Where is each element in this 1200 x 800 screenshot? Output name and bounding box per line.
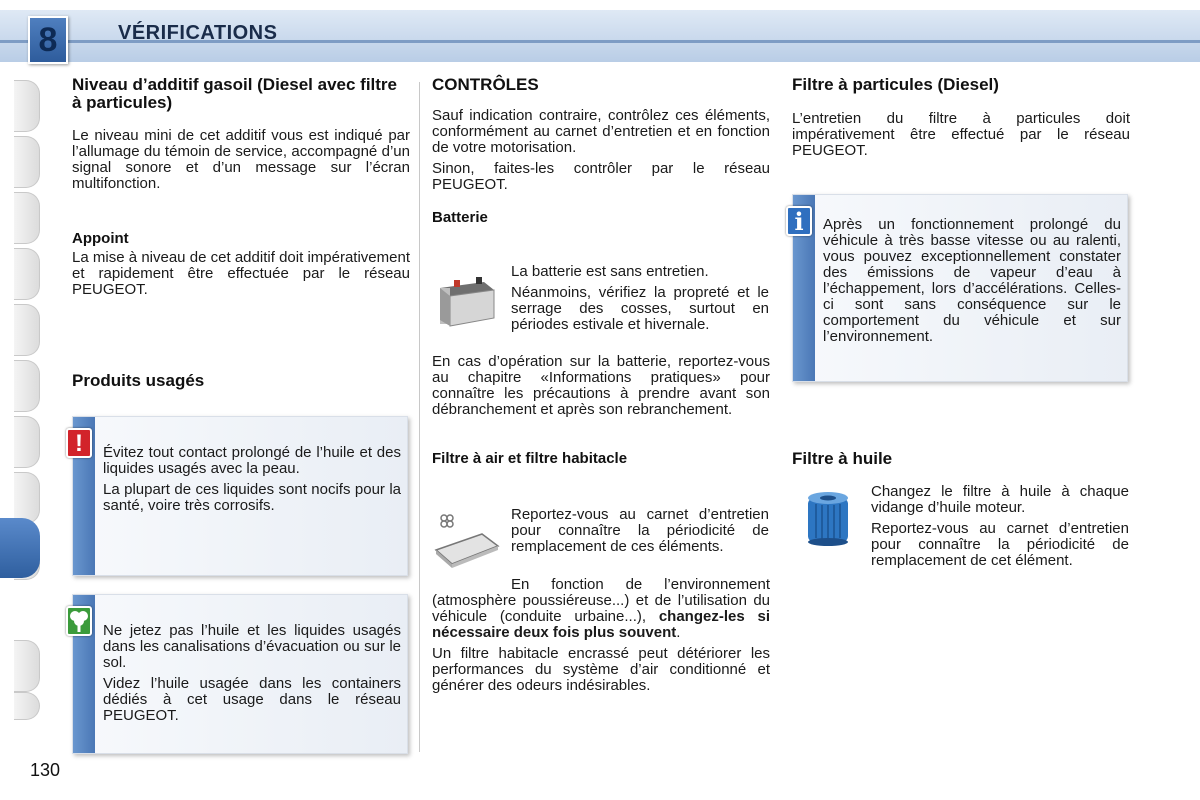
- tree-icon: [66, 606, 92, 636]
- environment-notice: [72, 594, 408, 754]
- side-tab[interactable]: [14, 80, 40, 132]
- info-text: Après un fonctionnement prolongé du véhicule à très basse vitesse ou au ralenti, vous pouvez exceptionnellement constater des émissions de vapeur d’eau à l’échappement, lors d’accélérations. Celles-ci sont sans conséquence sur le comportement du véhicule et sur l’environnement.: [823, 216, 1121, 345]
- oil-filter-icon: [804, 490, 852, 548]
- controles-intro-1: Sauf indication contraire, contrôlez ces éléments, conformément au carnet d’entretien et en fonction de votre motorisation.: [432, 107, 770, 156]
- environment-text-1: Ne jetez pas l’huile et les liquides usagés dans les canalisations d’évacuation ou sur le sol.: [103, 622, 401, 671]
- info-notice: [792, 194, 1128, 382]
- section-title-controles: CONTRÔLES: [432, 75, 539, 94]
- side-tab[interactable]: [14, 692, 40, 720]
- section-title-appoint: Appoint: [72, 230, 129, 247]
- controles-intro-2: Sinon, faites-les contrôler par le réseau PEUGEOT.: [432, 160, 770, 193]
- huile-text-2: Reportez-vous au carnet d’entretien pour connaître la périodicité de remplacement de cet élément.: [871, 520, 1129, 569]
- section-title-fap: Filtre à particules (Diesel): [792, 75, 999, 94]
- huile-text-1: Changez le filtre à huile à chaque vidange d’huile moteur.: [871, 483, 1129, 516]
- additif-intro: Le niveau mini de cet additif vous est indiqué par l’allumage du témoin de service, accompagné d’un signal sonore et d’un message sur l’écran multifonction.: [72, 127, 410, 192]
- batterie-text-1: La batterie est sans entretien.: [511, 263, 709, 280]
- section-title-filtre-huile: Filtre à huile: [792, 449, 893, 468]
- side-tab[interactable]: [14, 136, 40, 188]
- side-tab[interactable]: [14, 472, 40, 524]
- page-number: 130: [30, 760, 61, 780]
- chapter-side-tabs: [14, 80, 40, 720]
- warning-text-2: La plupart de ces liquides sont nocifs pour la santé, voire très corrosifs.: [103, 481, 401, 514]
- battery-icon: [434, 270, 498, 330]
- column-controles: [432, 76, 770, 226]
- side-tab-active[interactable]: [0, 518, 40, 578]
- section-title-filtre-air: Filtre à air et filtre habitacle: [432, 450, 628, 467]
- column-additif: [72, 76, 410, 390]
- batterie-text-2: Néanmoins, vérifiez la propreté et le serrage des cosses, surtout en périodes estivale et hivernale.: [511, 284, 769, 333]
- filtre-air-text-2-end: .: [676, 624, 681, 641]
- filtre-air-emphasis: changez-les si nécessaire deux fois plus souvent: [432, 608, 770, 641]
- side-tab[interactable]: [14, 248, 40, 300]
- filtre-air-text-2: [432, 577, 770, 641]
- side-tab[interactable]: [14, 360, 40, 412]
- air-filter-icon: [432, 510, 502, 572]
- appoint-text: La mise à niveau de cet additif doit impérativement et rapidement être effectuée par le réseau PEUGEOT.: [72, 249, 410, 298]
- warning-icon: !: [66, 428, 92, 458]
- filtre-air-text-3: Un filtre habitacle encrassé peut détériorer les performances du système d’air conditionné et générer des odeurs indésirables.: [432, 645, 770, 694]
- column-separator: [419, 82, 420, 752]
- fap-text: L’entretien du filtre à particules doit impérativement être effectué par le réseau PEUGEOT.: [792, 110, 1130, 159]
- info-icon: i: [786, 206, 812, 236]
- section-title-additif: Niveau d’additif gasoil (Diesel avec filtre à particules): [72, 75, 397, 112]
- side-tab[interactable]: [14, 304, 40, 356]
- side-tab[interactable]: [14, 416, 40, 468]
- side-tab[interactable]: [14, 192, 40, 244]
- page-title: VÉRIFICATIONS: [118, 22, 278, 44]
- section-title-batterie: Batterie: [432, 209, 488, 226]
- side-tab[interactable]: [14, 640, 40, 692]
- filtre-air-text-1: Reportez-vous au carnet d’entretien pour connaître la périodicité de remplacement de ces éléments.: [511, 506, 769, 555]
- warning-text-1: Évitez tout contact prolongé de l’huile et des liquides usagés avec la peau.: [103, 444, 401, 477]
- filtre-air-text-2a: En fonction de l’environnement (atmosphère poussiéreuse...) et de l’utilisation du véhicule (conduite urbaine...),: [432, 576, 770, 625]
- chapter-number: 8: [38, 21, 58, 59]
- warning-notice: [72, 416, 408, 576]
- column-filtres: [792, 76, 1130, 164]
- section-title-produits: Produits usagés: [72, 371, 205, 390]
- environment-text-2: Videz l’huile usagée dans les containers dédiés à cet usage dans le réseau PEUGEOT.: [103, 675, 401, 724]
- batterie-text-3: En cas d’opération sur la batterie, reportez-vous au chapitre «Informations pratiques» pour connaître les précautions à prendre avant son débranchement et après son rebranchement.: [432, 353, 770, 418]
